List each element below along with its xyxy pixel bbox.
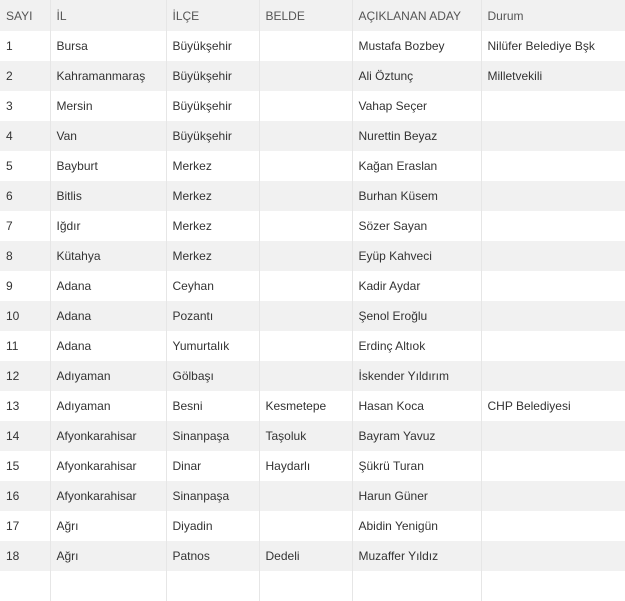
sayi-cell: 9 bbox=[0, 271, 50, 301]
aday-cell: Bayram Yavuz bbox=[352, 421, 481, 451]
table-row bbox=[0, 511, 625, 541]
belde-cell bbox=[259, 301, 352, 331]
il-cell: Ağrı bbox=[50, 541, 166, 571]
ilce-cell: Sinanpaşa bbox=[166, 421, 259, 451]
table-row bbox=[0, 241, 625, 271]
aday-cell: Kağan Eraslan bbox=[352, 151, 481, 181]
table-row bbox=[0, 331, 625, 361]
ilce-cell: Sinanpaşa bbox=[166, 481, 259, 511]
sayi-cell: 7 bbox=[0, 211, 50, 241]
durum-cell bbox=[481, 511, 625, 541]
table-row bbox=[0, 61, 625, 91]
sayi-cell: 5 bbox=[0, 151, 50, 181]
durum-cell bbox=[481, 91, 625, 121]
durum-cell bbox=[481, 301, 625, 331]
durum-cell: CHP Belediyesi bbox=[481, 391, 625, 421]
sayi-cell: 4 bbox=[0, 121, 50, 151]
aday-cell: Ali Öztunç bbox=[352, 61, 481, 91]
table-row bbox=[0, 541, 625, 571]
durum-cell bbox=[481, 271, 625, 301]
aday-cell: Abidin Yenigün bbox=[352, 511, 481, 541]
table-row bbox=[0, 451, 625, 481]
header-il: İL bbox=[50, 0, 166, 31]
ilce-cell: Büyükşehir bbox=[166, 61, 259, 91]
header-durum: Durum bbox=[481, 0, 625, 31]
sayi-cell: 3 bbox=[0, 91, 50, 121]
sayi-cell: 10 bbox=[0, 301, 50, 331]
table-row bbox=[0, 271, 625, 301]
belde-cell bbox=[259, 331, 352, 361]
belde-cell: Dedeli bbox=[259, 541, 352, 571]
ilce-cell bbox=[166, 571, 259, 601]
durum-cell bbox=[481, 181, 625, 211]
durum-cell bbox=[481, 361, 625, 391]
belde-cell bbox=[259, 61, 352, 91]
belde-cell bbox=[259, 91, 352, 121]
sayi-cell: 2 bbox=[0, 61, 50, 91]
belde-cell bbox=[259, 571, 352, 601]
table-row bbox=[0, 181, 625, 211]
aday-cell: Hasan Koca bbox=[352, 391, 481, 421]
aday-cell: Nurettin Beyaz bbox=[352, 121, 481, 151]
durum-cell bbox=[481, 451, 625, 481]
il-cell bbox=[50, 571, 166, 601]
ilce-cell: Merkez bbox=[166, 211, 259, 241]
durum-cell bbox=[481, 571, 625, 601]
table-row bbox=[0, 481, 625, 511]
table-row bbox=[0, 211, 625, 241]
ilce-cell: Gölbaşı bbox=[166, 361, 259, 391]
durum-cell bbox=[481, 481, 625, 511]
ilce-cell: Yumurtalık bbox=[166, 331, 259, 361]
il-cell: Ağrı bbox=[50, 511, 166, 541]
aday-cell: Muzaffer Yıldız bbox=[352, 541, 481, 571]
aday-cell: Kadir Aydar bbox=[352, 271, 481, 301]
durum-cell: Nilüfer Belediye Bşk bbox=[481, 31, 625, 61]
belde-cell bbox=[259, 481, 352, 511]
header-belde: BELDE bbox=[259, 0, 352, 31]
aday-cell: Eyüp Kahveci bbox=[352, 241, 481, 271]
aday-cell: İskender Yıldırım bbox=[352, 361, 481, 391]
belde-cell bbox=[259, 181, 352, 211]
belde-cell bbox=[259, 121, 352, 151]
table-row bbox=[0, 421, 625, 451]
il-cell: Adana bbox=[50, 331, 166, 361]
belde-cell bbox=[259, 151, 352, 181]
belde-cell: Kesmetepe bbox=[259, 391, 352, 421]
table-row bbox=[0, 121, 625, 151]
sayi-cell bbox=[0, 571, 50, 601]
il-cell: Adıyaman bbox=[50, 391, 166, 421]
aday-cell: Harun Güner bbox=[352, 481, 481, 511]
aday-cell: Şükrü Turan bbox=[352, 451, 481, 481]
table-row bbox=[0, 151, 625, 181]
sayi-cell: 8 bbox=[0, 241, 50, 271]
table-row bbox=[0, 361, 625, 391]
sayi-cell: 13 bbox=[0, 391, 50, 421]
ilce-cell: Diyadin bbox=[166, 511, 259, 541]
sayi-cell: 1 bbox=[0, 31, 50, 61]
ilce-cell: Ceyhan bbox=[166, 271, 259, 301]
header-aday: AÇIKLANAN ADAY bbox=[352, 0, 481, 31]
sayi-cell: 12 bbox=[0, 361, 50, 391]
il-cell: Kahramanmaraş bbox=[50, 61, 166, 91]
il-cell: Afyonkarahisar bbox=[50, 451, 166, 481]
table-body bbox=[0, 31, 625, 601]
durum-cell bbox=[481, 211, 625, 241]
durum-cell bbox=[481, 241, 625, 271]
sayi-cell: 16 bbox=[0, 481, 50, 511]
il-cell: Afyonkarahisar bbox=[50, 481, 166, 511]
table-header-row bbox=[0, 0, 625, 31]
aday-cell: Sözer Sayan bbox=[352, 211, 481, 241]
header-sayi: SAYI bbox=[0, 0, 50, 31]
ilce-cell: Büyükşehir bbox=[166, 31, 259, 61]
belde-cell bbox=[259, 241, 352, 271]
ilce-cell: Merkez bbox=[166, 181, 259, 211]
il-cell: Van bbox=[50, 121, 166, 151]
belde-cell bbox=[259, 211, 352, 241]
il-cell: Bayburt bbox=[50, 151, 166, 181]
table-row bbox=[0, 301, 625, 331]
ilce-cell: Büyükşehir bbox=[166, 121, 259, 151]
il-cell: Mersin bbox=[50, 91, 166, 121]
table-row bbox=[0, 391, 625, 421]
ilce-cell: Besni bbox=[166, 391, 259, 421]
il-cell: Adana bbox=[50, 271, 166, 301]
durum-cell bbox=[481, 421, 625, 451]
sayi-cell: 6 bbox=[0, 181, 50, 211]
table-row bbox=[0, 31, 625, 61]
il-cell: Afyonkarahisar bbox=[50, 421, 166, 451]
aday-cell bbox=[352, 571, 481, 601]
sayi-cell: 14 bbox=[0, 421, 50, 451]
il-cell: Kütahya bbox=[50, 241, 166, 271]
belde-cell: Haydarlı bbox=[259, 451, 352, 481]
sayi-cell: 15 bbox=[0, 451, 50, 481]
aday-cell: Vahap Seçer bbox=[352, 91, 481, 121]
durum-cell bbox=[481, 151, 625, 181]
durum-cell bbox=[481, 541, 625, 571]
ilce-cell: Pozantı bbox=[166, 301, 259, 331]
belde-cell bbox=[259, 31, 352, 61]
sayi-cell: 11 bbox=[0, 331, 50, 361]
aday-cell: Mustafa Bozbey bbox=[352, 31, 481, 61]
aday-cell: Burhan Küsem bbox=[352, 181, 481, 211]
ilce-cell: Patnos bbox=[166, 541, 259, 571]
ilce-cell: Büyükşehir bbox=[166, 91, 259, 121]
il-cell: Iğdır bbox=[50, 211, 166, 241]
sayi-cell: 17 bbox=[0, 511, 50, 541]
belde-cell bbox=[259, 271, 352, 301]
sayi-cell: 18 bbox=[0, 541, 50, 571]
aday-cell: Erdinç Altıok bbox=[352, 331, 481, 361]
table-row bbox=[0, 571, 625, 601]
durum-cell bbox=[481, 331, 625, 361]
durum-cell bbox=[481, 121, 625, 151]
belde-cell bbox=[259, 361, 352, 391]
belde-cell bbox=[259, 511, 352, 541]
ilce-cell: Merkez bbox=[166, 241, 259, 271]
table-row bbox=[0, 91, 625, 121]
ilce-cell: Dinar bbox=[166, 451, 259, 481]
il-cell: Adıyaman bbox=[50, 361, 166, 391]
il-cell: Bursa bbox=[50, 31, 166, 61]
il-cell: Adana bbox=[50, 301, 166, 331]
durum-cell: Milletvekili bbox=[481, 61, 625, 91]
ilce-cell: Merkez bbox=[166, 151, 259, 181]
header-ilce: İLÇE bbox=[166, 0, 259, 31]
belde-cell: Taşoluk bbox=[259, 421, 352, 451]
aday-cell: Şenol Eroğlu bbox=[352, 301, 481, 331]
il-cell: Bitlis bbox=[50, 181, 166, 211]
